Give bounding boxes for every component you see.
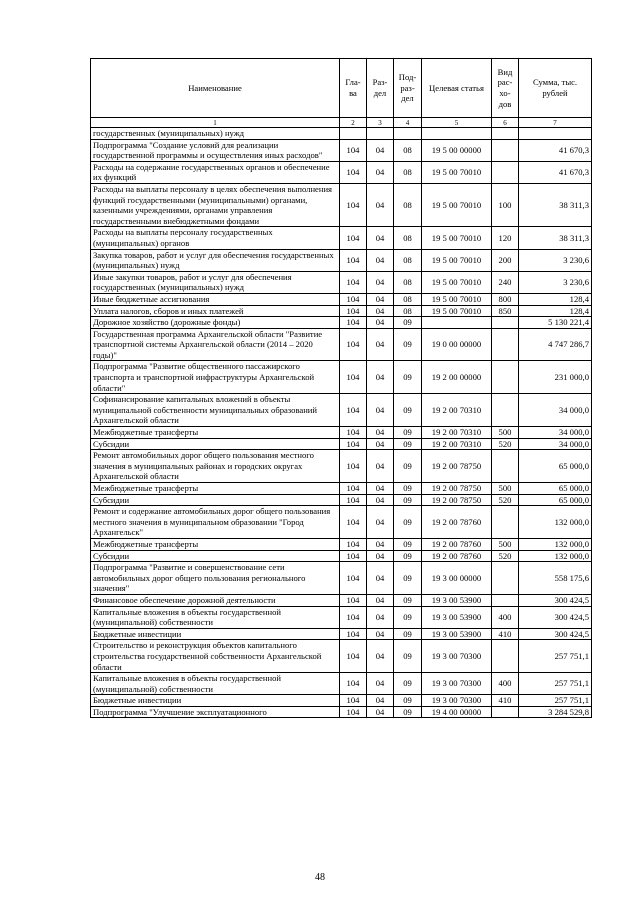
cell-glava: 104 — [340, 394, 367, 427]
cell-podrazdel: 08 — [394, 249, 422, 271]
table-row — [91, 227, 592, 249]
cell-sum: 5 130 221,4 — [519, 317, 592, 329]
cell-glava: 104 — [340, 305, 367, 317]
cell-target: 19 2 00 70310 — [422, 438, 492, 450]
cell-name: Государственная программа Архангельской области "Развитие транспортной системы Архангельской области (2014 – 2020 годы)" — [91, 328, 340, 361]
cell-razdel: 04 — [367, 483, 394, 495]
cell-vid: 410 — [492, 695, 519, 707]
cell-podrazdel: 09 — [394, 562, 422, 595]
table-row — [91, 628, 592, 640]
cell-glava: 104 — [340, 139, 367, 161]
cell-sum: 257 751,1 — [519, 673, 592, 695]
cell-target: 19 3 00 70300 — [422, 640, 492, 673]
cell-name: Межбюджетные трансферты — [91, 427, 340, 439]
cell-name: Субсидии — [91, 438, 340, 450]
budget-table — [90, 58, 592, 718]
cell-target: 19 3 00 53900 — [422, 628, 492, 640]
cell-razdel: 04 — [367, 328, 394, 361]
cell-sum: 38 311,3 — [519, 227, 592, 249]
cell-sum: 41 670,3 — [519, 139, 592, 161]
cell-name: Ремонт автомобильных дорог общего пользования местного значения в муниципальных районах и городских округах Архангельской области — [91, 450, 340, 483]
cell-sum: 128,4 — [519, 305, 592, 317]
cell-sum: 132 000,0 — [519, 550, 592, 562]
cell-vid — [492, 394, 519, 427]
cell-vid: 410 — [492, 628, 519, 640]
table-row — [91, 450, 592, 483]
cell-target: 19 3 00 70300 — [422, 673, 492, 695]
cell-vid — [492, 139, 519, 161]
cell-glava: 104 — [340, 550, 367, 562]
cell-podrazdel: 08 — [394, 271, 422, 293]
table-row — [91, 305, 592, 317]
cell-glava: 104 — [340, 427, 367, 439]
cell-sum: 3 230,6 — [519, 271, 592, 293]
cell-target — [422, 128, 492, 140]
cell-target: 19 2 00 00000 — [422, 361, 492, 394]
cell-sum: 41 670,3 — [519, 161, 592, 183]
cell-sum: 558 175,6 — [519, 562, 592, 595]
cell-podrazdel: 08 — [394, 161, 422, 183]
cell-target: 19 2 00 78750 — [422, 483, 492, 495]
cell-podrazdel: 08 — [394, 227, 422, 249]
cell-glava: 104 — [340, 328, 367, 361]
cell-razdel: 04 — [367, 628, 394, 640]
cell-sum: 128,4 — [519, 293, 592, 305]
cell-name: Подпрограмма "Создание условий для реализации государственной программы и осуществления иных расходов" — [91, 139, 340, 161]
cell-podrazdel: 09 — [394, 706, 422, 718]
table-row — [91, 640, 592, 673]
cell-razdel: 04 — [367, 506, 394, 539]
cell-target: 19 3 00 70300 — [422, 695, 492, 707]
cell-sum: 65 000,0 — [519, 483, 592, 495]
cell-podrazdel: 09 — [394, 628, 422, 640]
cell-vid — [492, 706, 519, 718]
cell-name: Капитальные вложения в объекты государственной (муниципальной) собственности — [91, 673, 340, 695]
cell-razdel: 04 — [367, 550, 394, 562]
header-name: Наименование — [91, 59, 340, 118]
cell-podrazdel: 09 — [394, 640, 422, 673]
cell-target: 19 5 00 70010 — [422, 183, 492, 226]
table-row — [91, 562, 592, 595]
cell-glava: 104 — [340, 695, 367, 707]
cell-podrazdel: 09 — [394, 673, 422, 695]
cell-razdel: 04 — [367, 640, 394, 673]
cell-razdel: 04 — [367, 594, 394, 606]
cell-sum: 4 747 286,7 — [519, 328, 592, 361]
cell-target: 19 2 00 78760 — [422, 506, 492, 539]
cell-name: Расходы на выплаты персоналу в целях обеспечения выполнения функций государственными (муниципальными) органами, казенными учреждениями, органами управления государственными внебюджетными фондами — [91, 183, 340, 226]
cell-vid: 500 — [492, 427, 519, 439]
cell-sum: 65 000,0 — [519, 494, 592, 506]
column-number-row — [91, 118, 592, 128]
cell-name: Подпрограмма "Развитие и совершенствование сети автомобильных дорог общего пользования регионального значения" — [91, 562, 340, 595]
table-row — [91, 271, 592, 293]
cell-target: 19 2 00 70310 — [422, 394, 492, 427]
table-row — [91, 606, 592, 628]
table-row — [91, 483, 592, 495]
cell-glava: 104 — [340, 506, 367, 539]
column-number: 7 — [519, 118, 592, 128]
table-row — [91, 494, 592, 506]
column-number: 2 — [340, 118, 367, 128]
column-number: 4 — [394, 118, 422, 128]
cell-podrazdel: 09 — [394, 483, 422, 495]
table-row — [91, 161, 592, 183]
table-row — [91, 538, 592, 550]
cell-vid: 520 — [492, 494, 519, 506]
cell-vid — [492, 594, 519, 606]
cell-razdel: 04 — [367, 161, 394, 183]
cell-target: 19 2 00 78750 — [422, 450, 492, 483]
cell-glava: 104 — [340, 494, 367, 506]
cell-razdel: 04 — [367, 450, 394, 483]
cell-razdel: 04 — [367, 305, 394, 317]
cell-vid — [492, 562, 519, 595]
cell-vid: 520 — [492, 438, 519, 450]
cell-razdel: 04 — [367, 293, 394, 305]
cell-name: Закупка товаров, работ и услуг для обеспечения государственных (муниципальных) нужд — [91, 249, 340, 271]
cell-name: Межбюджетные трансферты — [91, 538, 340, 550]
cell-glava: 104 — [340, 183, 367, 226]
cell-glava: 104 — [340, 227, 367, 249]
cell-target: 19 3 00 53900 — [422, 594, 492, 606]
table-row — [91, 361, 592, 394]
header-glava: Гла-ва — [340, 59, 367, 118]
cell-sum: 3 284 529,8 — [519, 706, 592, 718]
table-row — [91, 293, 592, 305]
table-row — [91, 506, 592, 539]
table-row — [91, 249, 592, 271]
cell-glava: 104 — [340, 271, 367, 293]
table-row — [91, 128, 592, 140]
cell-sum — [519, 128, 592, 140]
cell-name: Капитальные вложения в объекты государственной (муниципальной) собственности — [91, 606, 340, 628]
cell-vid: 240 — [492, 271, 519, 293]
column-number: 3 — [367, 118, 394, 128]
cell-vid: 850 — [492, 305, 519, 317]
cell-podrazdel: 09 — [394, 594, 422, 606]
cell-glava: 104 — [340, 538, 367, 550]
header-vid: Вид рас-хо-дов — [492, 59, 519, 118]
cell-razdel: 04 — [367, 438, 394, 450]
cell-razdel: 04 — [367, 706, 394, 718]
cell-name: Подпрограмма "Улучшение эксплуатационного — [91, 706, 340, 718]
cell-target: 19 5 00 70010 — [422, 249, 492, 271]
cell-sum: 300 424,5 — [519, 606, 592, 628]
cell-name: Уплата налогов, сборов и иных платежей — [91, 305, 340, 317]
cell-podrazdel: 08 — [394, 293, 422, 305]
cell-sum: 34 000,0 — [519, 438, 592, 450]
cell-target: 19 5 00 00000 — [422, 139, 492, 161]
table-row — [91, 139, 592, 161]
cell-name: Расходы на содержание государственных органов и обеспечение их функций — [91, 161, 340, 183]
cell-vid: 400 — [492, 606, 519, 628]
cell-vid — [492, 450, 519, 483]
cell-razdel: 04 — [367, 183, 394, 226]
table-row — [91, 706, 592, 718]
cell-vid: 500 — [492, 483, 519, 495]
cell-name: Расходы на выплаты персоналу государственных (муниципальных) органов — [91, 227, 340, 249]
header-sum: Сумма, тыс. рублей — [519, 59, 592, 118]
cell-sum: 3 230,6 — [519, 249, 592, 271]
cell-glava: 104 — [340, 450, 367, 483]
cell-glava: 104 — [340, 249, 367, 271]
column-number: 5 — [422, 118, 492, 128]
cell-razdel: 04 — [367, 673, 394, 695]
page-number: 48 — [315, 872, 325, 883]
cell-podrazdel: 09 — [394, 394, 422, 427]
cell-sum: 34 000,0 — [519, 427, 592, 439]
cell-name: Софинансирование капитальных вложений в объекты муниципальной собственности муниципальных образований Архангельской области — [91, 394, 340, 427]
table-row — [91, 317, 592, 329]
cell-podrazdel: 09 — [394, 450, 422, 483]
cell-vid — [492, 161, 519, 183]
cell-razdel: 04 — [367, 695, 394, 707]
cell-glava: 104 — [340, 640, 367, 673]
cell-razdel: 04 — [367, 562, 394, 595]
cell-target: 19 2 00 78760 — [422, 538, 492, 550]
header-podrazdel: Под-раз-дел — [394, 59, 422, 118]
table-row — [91, 394, 592, 427]
cell-name: Субсидии — [91, 550, 340, 562]
cell-glava: 104 — [340, 361, 367, 394]
cell-glava: 104 — [340, 293, 367, 305]
cell-razdel: 04 — [367, 271, 394, 293]
cell-name: Подпрограмма "Развитие общественного пассажирского транспорта и транспортной инфраструктуры Архангельской области" — [91, 361, 340, 394]
cell-target: 19 0 00 00000 — [422, 328, 492, 361]
cell-vid: 120 — [492, 227, 519, 249]
cell-podrazdel: 09 — [394, 317, 422, 329]
cell-vid — [492, 640, 519, 673]
cell-sum: 257 751,1 — [519, 695, 592, 707]
cell-razdel: 04 — [367, 606, 394, 628]
cell-razdel: 04 — [367, 361, 394, 394]
cell-podrazdel: 09 — [394, 328, 422, 361]
cell-vid: 400 — [492, 673, 519, 695]
cell-podrazdel: 09 — [394, 361, 422, 394]
cell-glava: 104 — [340, 628, 367, 640]
cell-vid: 100 — [492, 183, 519, 226]
cell-target: 19 3 00 00000 — [422, 562, 492, 595]
cell-vid — [492, 506, 519, 539]
cell-target: 19 5 00 70010 — [422, 227, 492, 249]
cell-vid — [492, 317, 519, 329]
cell-sum: 65 000,0 — [519, 450, 592, 483]
cell-glava: 104 — [340, 706, 367, 718]
cell-name: государственных (муниципальных) нужд — [91, 128, 340, 140]
cell-name: Дорожное хозяйство (дорожные фонды) — [91, 317, 340, 329]
table-body — [91, 128, 592, 718]
cell-vid — [492, 128, 519, 140]
cell-target — [422, 317, 492, 329]
cell-razdel — [367, 128, 394, 140]
cell-razdel: 04 — [367, 317, 394, 329]
cell-target: 19 2 00 78750 — [422, 494, 492, 506]
cell-razdel: 04 — [367, 427, 394, 439]
cell-podrazdel: 08 — [394, 139, 422, 161]
budget-table-page — [90, 58, 591, 718]
cell-name: Бюджетные инвестиции — [91, 695, 340, 707]
cell-name: Строительство и реконструкция объектов капитального строительства государственной собственности Архангельской области — [91, 640, 340, 673]
cell-vid — [492, 328, 519, 361]
table-row — [91, 427, 592, 439]
cell-name: Иные закупки товаров, работ и услуг для обеспечения государственных (муниципальных) нужд — [91, 271, 340, 293]
cell-glava: 104 — [340, 438, 367, 450]
cell-sum: 300 424,5 — [519, 594, 592, 606]
cell-name: Межбюджетные трансферты — [91, 483, 340, 495]
cell-glava: 104 — [340, 562, 367, 595]
table-row — [91, 673, 592, 695]
cell-podrazdel: 09 — [394, 427, 422, 439]
table-row — [91, 328, 592, 361]
cell-razdel: 04 — [367, 139, 394, 161]
cell-vid: 520 — [492, 550, 519, 562]
cell-podrazdel: 08 — [394, 305, 422, 317]
cell-glava — [340, 128, 367, 140]
cell-podrazdel: 09 — [394, 506, 422, 539]
cell-glava: 104 — [340, 317, 367, 329]
cell-target: 19 4 00 00000 — [422, 706, 492, 718]
cell-sum: 300 424,5 — [519, 628, 592, 640]
cell-target: 19 5 00 70010 — [422, 305, 492, 317]
table-header-row — [91, 59, 592, 118]
cell-sum: 34 000,0 — [519, 394, 592, 427]
cell-razdel: 04 — [367, 249, 394, 271]
cell-vid: 800 — [492, 293, 519, 305]
cell-podrazdel: 09 — [394, 695, 422, 707]
cell-razdel: 04 — [367, 494, 394, 506]
cell-glava: 104 — [340, 673, 367, 695]
cell-razdel: 04 — [367, 538, 394, 550]
cell-glava: 104 — [340, 606, 367, 628]
table-row — [91, 438, 592, 450]
cell-name: Субсидии — [91, 494, 340, 506]
cell-vid — [492, 361, 519, 394]
cell-name: Иные бюджетные ассигнования — [91, 293, 340, 305]
cell-target: 19 5 00 70010 — [422, 293, 492, 305]
cell-glava: 104 — [340, 594, 367, 606]
cell-name: Финансовое обеспечение дорожной деятельности — [91, 594, 340, 606]
cell-podrazdel: 09 — [394, 606, 422, 628]
cell-sum: 231 000,0 — [519, 361, 592, 394]
column-number: 1 — [91, 118, 340, 128]
cell-target: 19 5 00 70010 — [422, 271, 492, 293]
header-razdel: Раз-дел — [367, 59, 394, 118]
table-row — [91, 594, 592, 606]
column-number: 6 — [492, 118, 519, 128]
cell-name: Бюджетные инвестиции — [91, 628, 340, 640]
cell-target: 19 2 00 70310 — [422, 427, 492, 439]
header-target: Целевая статья — [422, 59, 492, 118]
cell-sum: 132 000,0 — [519, 538, 592, 550]
cell-razdel: 04 — [367, 227, 394, 249]
cell-target: 19 3 00 53900 — [422, 606, 492, 628]
cell-podrazdel: 09 — [394, 438, 422, 450]
cell-podrazdel: 09 — [394, 538, 422, 550]
cell-razdel: 04 — [367, 394, 394, 427]
cell-target: 19 2 00 78760 — [422, 550, 492, 562]
table-row — [91, 695, 592, 707]
cell-vid: 500 — [492, 538, 519, 550]
cell-vid: 200 — [492, 249, 519, 271]
table-row — [91, 183, 592, 226]
cell-podrazdel — [394, 128, 422, 140]
table-row — [91, 550, 592, 562]
cell-sum: 132 000,0 — [519, 506, 592, 539]
cell-name: Ремонт и содержание автомобильных дорог общего пользования местного значения в муниципальном образовании "Город Архангельск" — [91, 506, 340, 539]
cell-sum: 38 311,3 — [519, 183, 592, 226]
cell-podrazdel: 09 — [394, 494, 422, 506]
cell-target: 19 5 00 70010 — [422, 161, 492, 183]
cell-glava: 104 — [340, 161, 367, 183]
cell-podrazdel: 09 — [394, 550, 422, 562]
cell-sum: 257 751,1 — [519, 640, 592, 673]
cell-podrazdel: 08 — [394, 183, 422, 226]
cell-glava: 104 — [340, 483, 367, 495]
